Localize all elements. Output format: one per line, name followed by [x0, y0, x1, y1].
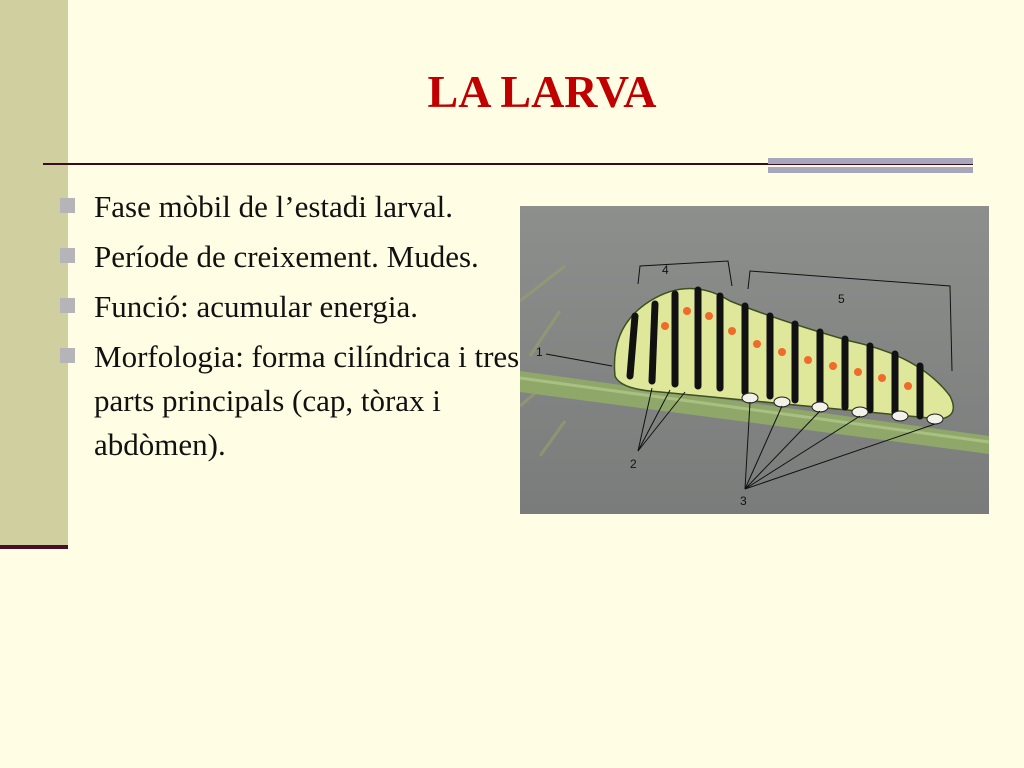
figure-label-4: 4 [662, 263, 669, 277]
square-bullet-icon [60, 198, 75, 213]
title-accent [768, 158, 973, 180]
square-bullet-icon [60, 348, 75, 363]
bullet-item: Període de creixement. Mudes. [60, 235, 520, 279]
bullet-item: Funció: acumular energia. [60, 285, 520, 329]
bullet-item: Fase mòbil de l’estadi larval. [60, 185, 520, 229]
bullet-list [60, 185, 520, 473]
figure-label-1: 1 [536, 345, 543, 359]
square-bullet-icon [60, 248, 75, 263]
figure-label-2: 2 [630, 457, 637, 471]
caterpillar-figure [520, 206, 989, 514]
left-decor-bar-foot [0, 545, 68, 549]
figure-label-3: 3 [740, 494, 747, 508]
figure-label-5: 5 [838, 292, 845, 306]
square-bullet-icon [60, 298, 75, 313]
slide-title: LA LARVA [427, 66, 657, 117]
bullet-item: Morfologia: forma cilíndrica i tres parts principals (cap, tòrax i abdòmen). [60, 335, 520, 467]
